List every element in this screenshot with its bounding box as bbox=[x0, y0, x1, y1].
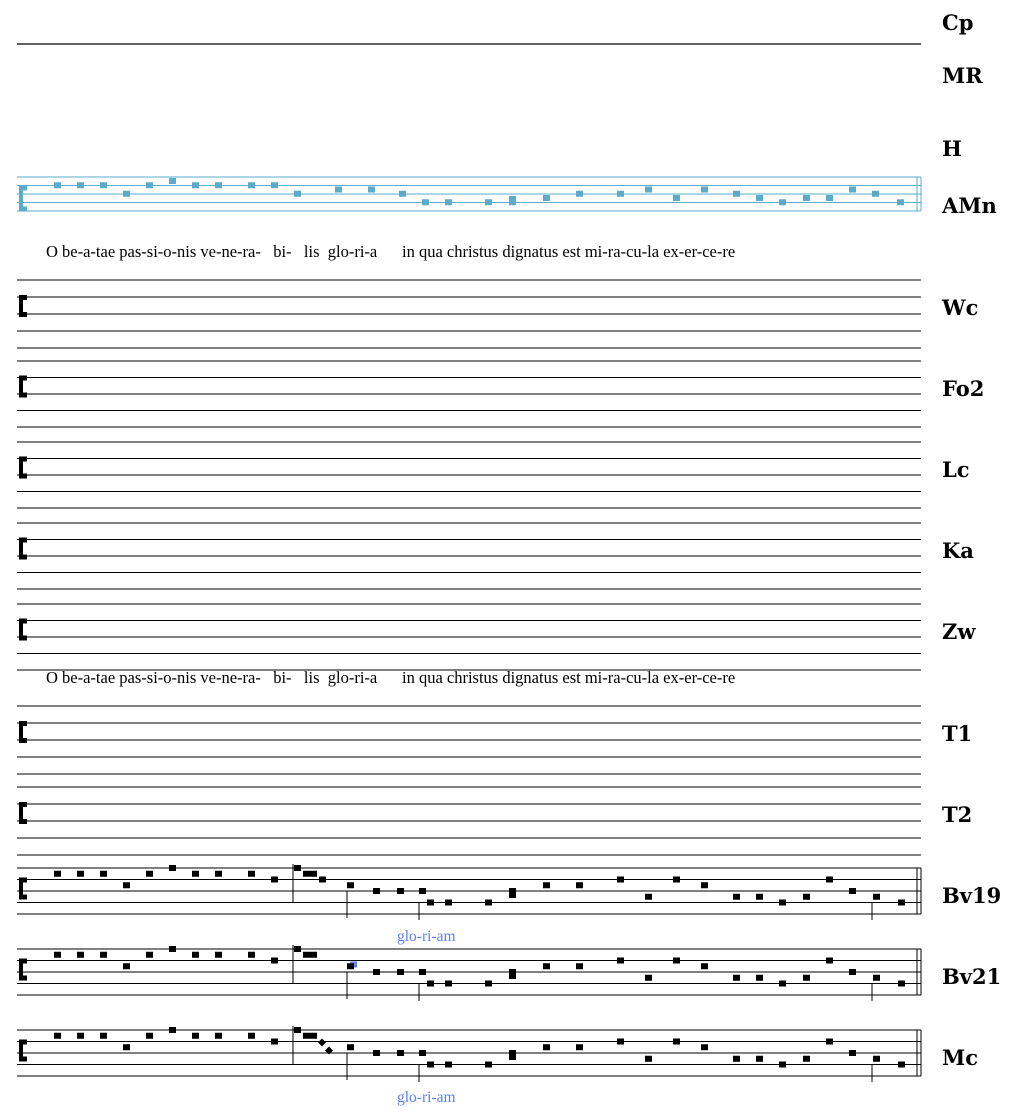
neume-note bbox=[543, 882, 550, 888]
neume-note bbox=[373, 969, 380, 975]
neume-note bbox=[645, 975, 652, 981]
lyrics-line-2: O be-a-tae pas-si-o-nis ve-ne-ra- bi- lis glo-ri-a in qua christus dignatus est mi-ra-cu-la ex-er-ce-re bbox=[46, 668, 736, 687]
c-clef-icon bbox=[22, 819, 27, 824]
neume-note bbox=[617, 1039, 624, 1045]
neume-note bbox=[146, 182, 153, 188]
neume-note bbox=[310, 1033, 317, 1039]
neume-liquescent bbox=[318, 1039, 326, 1047]
siglum-t2: T2 bbox=[942, 802, 973, 827]
neume-note bbox=[803, 975, 810, 981]
neume-note bbox=[192, 871, 199, 877]
neume-note bbox=[169, 178, 176, 184]
neume-note bbox=[319, 877, 326, 883]
siglum-fo2: Fo2 bbox=[942, 376, 985, 401]
neume-note bbox=[872, 191, 879, 197]
variant-text-bv19[interactable]: glo-ri-am bbox=[397, 928, 456, 945]
siglum-amn: AMn bbox=[942, 193, 997, 218]
neume-note bbox=[509, 1054, 516, 1060]
neume-note bbox=[849, 187, 856, 193]
neume-note bbox=[419, 1050, 426, 1056]
neume-note bbox=[756, 195, 763, 201]
neume-note bbox=[303, 952, 310, 958]
neume-note bbox=[576, 1044, 583, 1050]
neume-note bbox=[445, 1062, 452, 1068]
neume-note bbox=[427, 1062, 434, 1068]
neume-note bbox=[873, 975, 880, 981]
neume-note bbox=[673, 958, 680, 964]
c-clef-icon bbox=[22, 295, 27, 300]
neume-note bbox=[445, 199, 452, 205]
neume-note bbox=[397, 1050, 404, 1056]
neume-note bbox=[873, 1056, 880, 1062]
neume-note bbox=[803, 894, 810, 900]
neume-note bbox=[123, 191, 130, 197]
neume-note bbox=[617, 958, 624, 964]
neume-note bbox=[733, 975, 740, 981]
c-clef-icon bbox=[22, 538, 27, 543]
neume-note bbox=[576, 882, 583, 888]
neume-note bbox=[123, 963, 130, 969]
neume-note bbox=[617, 191, 624, 197]
neume-note bbox=[803, 1056, 810, 1062]
neume-note bbox=[54, 952, 61, 958]
c-clef-icon bbox=[22, 976, 27, 981]
neume-note bbox=[826, 877, 833, 883]
neume-note bbox=[673, 195, 680, 201]
neume-note bbox=[445, 981, 452, 987]
c-clef-icon bbox=[22, 555, 27, 560]
siglum-mr: MR bbox=[942, 63, 983, 88]
neume-note bbox=[294, 946, 301, 952]
c-clef-icon bbox=[22, 721, 27, 726]
neume-note bbox=[427, 981, 434, 987]
c-clef-icon bbox=[22, 376, 27, 381]
neume-note bbox=[756, 975, 763, 981]
neume-note bbox=[123, 1044, 130, 1050]
neume-note bbox=[898, 981, 905, 987]
siglum-lc: Lc bbox=[942, 457, 970, 482]
c-clef-icon bbox=[22, 802, 27, 807]
c-clef-icon bbox=[22, 207, 27, 212]
neume-note bbox=[645, 187, 652, 193]
neume-note bbox=[303, 1033, 310, 1039]
neume-note bbox=[169, 865, 176, 871]
neume-note bbox=[733, 894, 740, 900]
neume-note bbox=[576, 191, 583, 197]
c-clef-icon bbox=[22, 636, 27, 641]
neume-note bbox=[803, 195, 810, 201]
neume-note bbox=[123, 882, 130, 888]
neume-note bbox=[146, 952, 153, 958]
siglum-mc: Mc bbox=[942, 1045, 979, 1070]
neume-note bbox=[310, 952, 317, 958]
neume-note bbox=[271, 182, 278, 188]
neume-note bbox=[826, 1039, 833, 1045]
neume-note bbox=[485, 1062, 492, 1068]
neume-note bbox=[509, 196, 516, 202]
siglum-bv19: Bv19 bbox=[942, 883, 1002, 908]
neume-note bbox=[399, 191, 406, 197]
neume-note bbox=[335, 187, 342, 193]
neume-note bbox=[77, 1033, 84, 1039]
neume-note bbox=[294, 865, 301, 871]
siglum-t1: T1 bbox=[942, 721, 973, 746]
neume-note bbox=[347, 1044, 354, 1050]
neume-note bbox=[701, 187, 708, 193]
neume-note bbox=[485, 900, 492, 906]
neume-note bbox=[849, 888, 856, 894]
siglum-h: H bbox=[942, 136, 962, 161]
siglum-wc: Wc bbox=[942, 295, 979, 320]
neume-note bbox=[215, 182, 222, 188]
c-clef-icon bbox=[22, 738, 27, 743]
c-clef-icon bbox=[22, 312, 27, 317]
siglum-zw: Zw bbox=[942, 619, 976, 644]
neume-note bbox=[422, 199, 429, 205]
neume-note bbox=[733, 191, 740, 197]
neume-note bbox=[617, 877, 624, 883]
neume-note bbox=[445, 900, 452, 906]
c-clef-icon bbox=[22, 878, 27, 883]
neume-note bbox=[543, 963, 550, 969]
variant-text-mc[interactable]: glo-ri-am bbox=[397, 1089, 456, 1106]
neume-note bbox=[169, 1027, 176, 1033]
neume-note bbox=[485, 981, 492, 987]
neume-note bbox=[77, 182, 84, 188]
neume-note bbox=[100, 1033, 107, 1039]
neume-note bbox=[192, 182, 199, 188]
neume-note bbox=[756, 894, 763, 900]
neume-note bbox=[397, 969, 404, 975]
neume-note bbox=[673, 877, 680, 883]
neume-note bbox=[779, 199, 786, 205]
siglum-bv21: Bv21 bbox=[942, 964, 1002, 989]
neume-note bbox=[100, 871, 107, 877]
neume-note bbox=[77, 871, 84, 877]
neume-note bbox=[169, 946, 176, 952]
neume-note bbox=[215, 1033, 222, 1039]
neume-note bbox=[779, 900, 786, 906]
c-clef-icon bbox=[22, 1057, 27, 1062]
c-clef-icon bbox=[22, 619, 27, 624]
neume-note bbox=[294, 191, 301, 197]
lyrics-line-1: O be-a-tae pas-si-o-nis ve-ne-ra- bi- lis glo-ri-a in qua christus dignatus est mi-ra-cu-la ex-er-ce-re bbox=[46, 242, 736, 261]
c-clef-icon bbox=[22, 1040, 27, 1045]
neume-note bbox=[248, 952, 255, 958]
neume-note bbox=[509, 892, 516, 898]
neume-note bbox=[701, 1044, 708, 1050]
neume-note bbox=[701, 882, 708, 888]
neume-note bbox=[645, 894, 652, 900]
neume-note bbox=[485, 199, 492, 205]
neume-note bbox=[215, 952, 222, 958]
neume-note bbox=[733, 1056, 740, 1062]
neume-note bbox=[779, 1062, 786, 1068]
neume-note bbox=[701, 963, 708, 969]
neume-note bbox=[54, 182, 61, 188]
neume-note bbox=[576, 963, 583, 969]
neume-note bbox=[756, 1056, 763, 1062]
c-clef-icon bbox=[22, 186, 27, 191]
neume-note bbox=[310, 871, 317, 877]
neume-note bbox=[826, 958, 833, 964]
neume-note bbox=[543, 195, 550, 201]
neume-note bbox=[54, 1033, 61, 1039]
neume-note bbox=[146, 871, 153, 877]
neume-note bbox=[373, 1050, 380, 1056]
neume-note bbox=[271, 877, 278, 883]
neume-note bbox=[248, 1033, 255, 1039]
neume-note bbox=[347, 882, 354, 888]
neume-note bbox=[215, 871, 222, 877]
c-clef-icon bbox=[22, 393, 27, 398]
neume-note bbox=[898, 900, 905, 906]
neume-note bbox=[368, 187, 375, 193]
neume-note bbox=[509, 973, 516, 979]
neume-note bbox=[897, 199, 904, 205]
neume-note bbox=[419, 969, 426, 975]
c-clef-icon bbox=[22, 959, 27, 964]
neume-note bbox=[77, 952, 84, 958]
neume-note bbox=[271, 958, 278, 964]
neume-note bbox=[100, 182, 107, 188]
siglum-ka: Ka bbox=[942, 538, 974, 563]
neume-note bbox=[192, 1033, 199, 1039]
c-clef-icon bbox=[22, 895, 27, 900]
neume-note bbox=[645, 1056, 652, 1062]
neume-note bbox=[779, 981, 786, 987]
c-clef-icon bbox=[22, 457, 27, 462]
neume-note bbox=[849, 969, 856, 975]
neume-note bbox=[100, 952, 107, 958]
siglum-cp: Cp bbox=[942, 10, 974, 35]
neume-note bbox=[294, 1027, 301, 1033]
neume-note bbox=[248, 871, 255, 877]
neume-note bbox=[146, 1033, 153, 1039]
neume-note bbox=[873, 894, 880, 900]
neume-note bbox=[543, 1044, 550, 1050]
neume-note bbox=[673, 1039, 680, 1045]
neume-note bbox=[248, 182, 255, 188]
neume-note bbox=[192, 952, 199, 958]
neume-note bbox=[419, 888, 426, 894]
neume-note bbox=[826, 195, 833, 201]
neume-note bbox=[303, 871, 310, 877]
neume-note bbox=[898, 1062, 905, 1068]
neume-note bbox=[347, 963, 354, 969]
neume-note bbox=[373, 888, 380, 894]
neume-note bbox=[271, 1039, 278, 1045]
neume-note bbox=[54, 871, 61, 877]
neume-note bbox=[427, 900, 434, 906]
c-clef-icon bbox=[22, 474, 27, 479]
neume-note bbox=[397, 888, 404, 894]
neume-note bbox=[849, 1050, 856, 1056]
